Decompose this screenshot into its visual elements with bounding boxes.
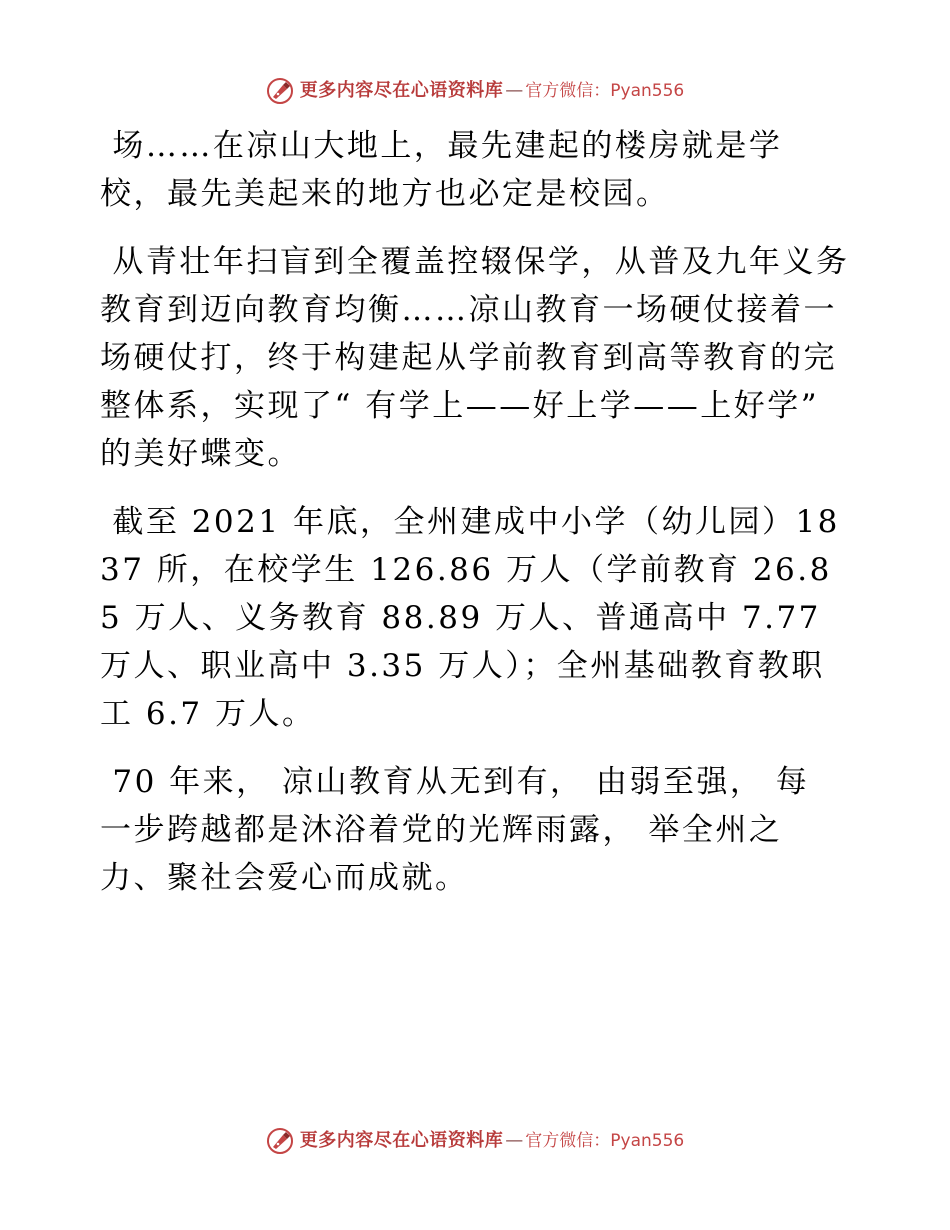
footer-banner-title: 更多内容尽在心语资料库 xyxy=(299,1130,504,1151)
footer-banner xyxy=(0,1127,950,1155)
pen-nib-logo-icon xyxy=(266,1127,294,1155)
header-banner xyxy=(0,77,950,105)
paragraph: 场……在凉山大地上，最先建起的楼房就是学 校，最先美起来的地方也必定是校园。 xyxy=(100,128,783,212)
pen-nib-logo-icon xyxy=(266,77,294,105)
header-banner-wechat: 官方微信：Pyan556 xyxy=(525,81,685,101)
header-banner-title: 更多内容尽在心语资料库 xyxy=(299,80,504,101)
paragraph: 70 年来， 凉山教育从无到有， 由弱至强， 每 一步跨越都是沐浴着党的光辉雨露， 举全州之 力、聚社会爱心而成就。 xyxy=(100,764,810,896)
paragraph: 截至 2021 年底，全州建成中小学（幼儿园）1837 所，在校学生 126.86 万人（学前教育 26.85 万人、义务教育 88.89 万人、普通高中 7.77 万人、职业高中 3.35 万人）；全州基础教育教职工 6.7 万人。 xyxy=(100,504,840,732)
document-body xyxy=(100,122,850,922)
footer-banner-dash: — xyxy=(505,1130,524,1151)
header-banner-dash: — xyxy=(505,80,524,101)
footer-banner-wechat: 官方微信：Pyan556 xyxy=(525,1131,685,1151)
paragraph: 从青壮年扫盲到全覆盖控辍保学，从普及九年义务教育到迈向教育均衡……凉山教育一场硬仗接着一场硬仗打，终于构建起从学前教育到高等教育的完整体系，实现了“ 有学上——好上学——上好学” 的美好蝶变。 xyxy=(100,244,850,472)
